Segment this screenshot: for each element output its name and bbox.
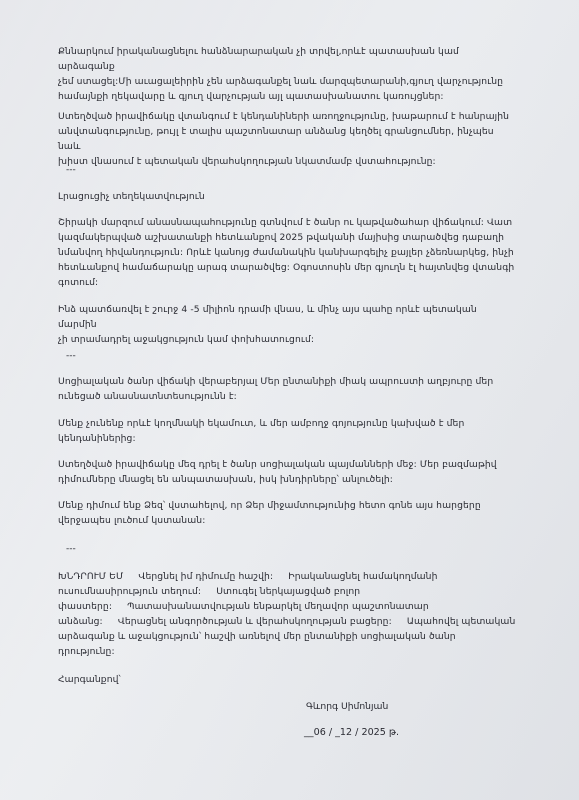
paragraph-no-income: Մենք չունենք որևէ կողմնակի եկամուտ, և մեր ամբողջ գոյությունը կախված է մեր կենդանիներից: xyxy=(58,418,465,444)
paragraph-requests: ԽՆԴՐՈՒՄ ԵՄ Վերցնել իմ դիմումը հաշվի: Իրականացնել համակողմանի ուսումնասիրություն տեղում: Ստուգել ներկայացված բոլոր փաստերը: Պատասխանատվության ենթարկել մեղավոր պաշտոնատար անձանց: Վերացնել անգործության և վերահսկողության բացերը: Ապահովել պետական արձագանք և աջակցություն՝ հաշվի առնելով մեր ընտանիքի սոցիալական ծանր դրությունը: xyxy=(58,571,516,657)
paragraph-complaint-no-response: Քննարկում իրականացնելու հանձնարարական չի տրվել,որևէ պատասխան կամ արձագանք չեմ ստացել:Մի աւացալեիրին չեն արձագանքել նաև մարզպետարանի,գյուղ վարչությունը համայնքի ղեկավարը և գյուղ վարչության այլ պատասխանատու կառույցներ: xyxy=(58,46,504,102)
separator: --- xyxy=(66,351,76,361)
signature-name: Գևորգ Սիմոնյան xyxy=(306,701,389,712)
paragraph-damage-amount: Ինձ պատճառվել է շուրջ 4 -5 միլիոն դրամի վնաս, և մինչ այս պահը որևէ պետական մարմին չի տրամադրել աջակցություն կամ փոխհատուցում: xyxy=(58,304,477,345)
separator: --- xyxy=(66,165,76,175)
section-heading: Լրացուցիչ տեղեկատվություն xyxy=(58,191,205,202)
paragraph-request-trust: Մենք դիմում ենք Ձեզ՝ վստահելով, որ Ձեր միջամտությունից հետո գոնե այս հարցերը վերջապես լուծում կստանան: xyxy=(58,500,481,526)
paragraph-social-situation: Սոցիալական ծանր վիճակի վերաբերյալ Մեր ընտանիքի միակ ապրուստի աղբյուրը մեր ունեցած անասնատնտեսությունն է: xyxy=(58,376,494,402)
closing-regards: Հարգանքով՝ xyxy=(58,674,121,685)
paragraph-livestock-situation: Շիրակի մարզում անասնապահությունը գտնվում է ծանր ու կաթվածահար վիճակում: Վատ կազմակերպված աշխատանքի հետևանքով 2025 թվականի մայիսից տարածվեց դաբաղի նմանվող հիվանդություն: Որևէ կանոյց ժամանակին կանխարգելիչ քայլեր չձեռնարկեց, ինչի հետևանքով համաճարակը արագ տարածվեց: Օգոստոսին մեր գյուղն էլ հայտնվեց վտանգի գոտում: xyxy=(58,217,515,288)
separator: --- xyxy=(66,544,76,554)
paragraph-unanswered-appeals: Ստեղծված իրավիճակը մեզ դրել է ծանր սոցիալական պայմանների մեջ: Մեր բազմաթիվ դիմումները մնացել են անպատասխան, իսկ խնդիրները՝ անլուծելի: xyxy=(58,459,497,485)
paragraph-situation-risks: Ստեղծված իրավիճակը վտանգում է կենդանիների առողջությունը, խաթարում է հանրային անվտանգությունը, թույլ է տալիս պաշտոնատար անձանց կեղծել գրանցումներ, ինչպես նաև խիստ վնասում է պետական վերահսկողության նկատմամբ վստահությունը: xyxy=(58,111,510,167)
signature-date: __06 / _12 / 2025 թ. xyxy=(304,727,400,738)
